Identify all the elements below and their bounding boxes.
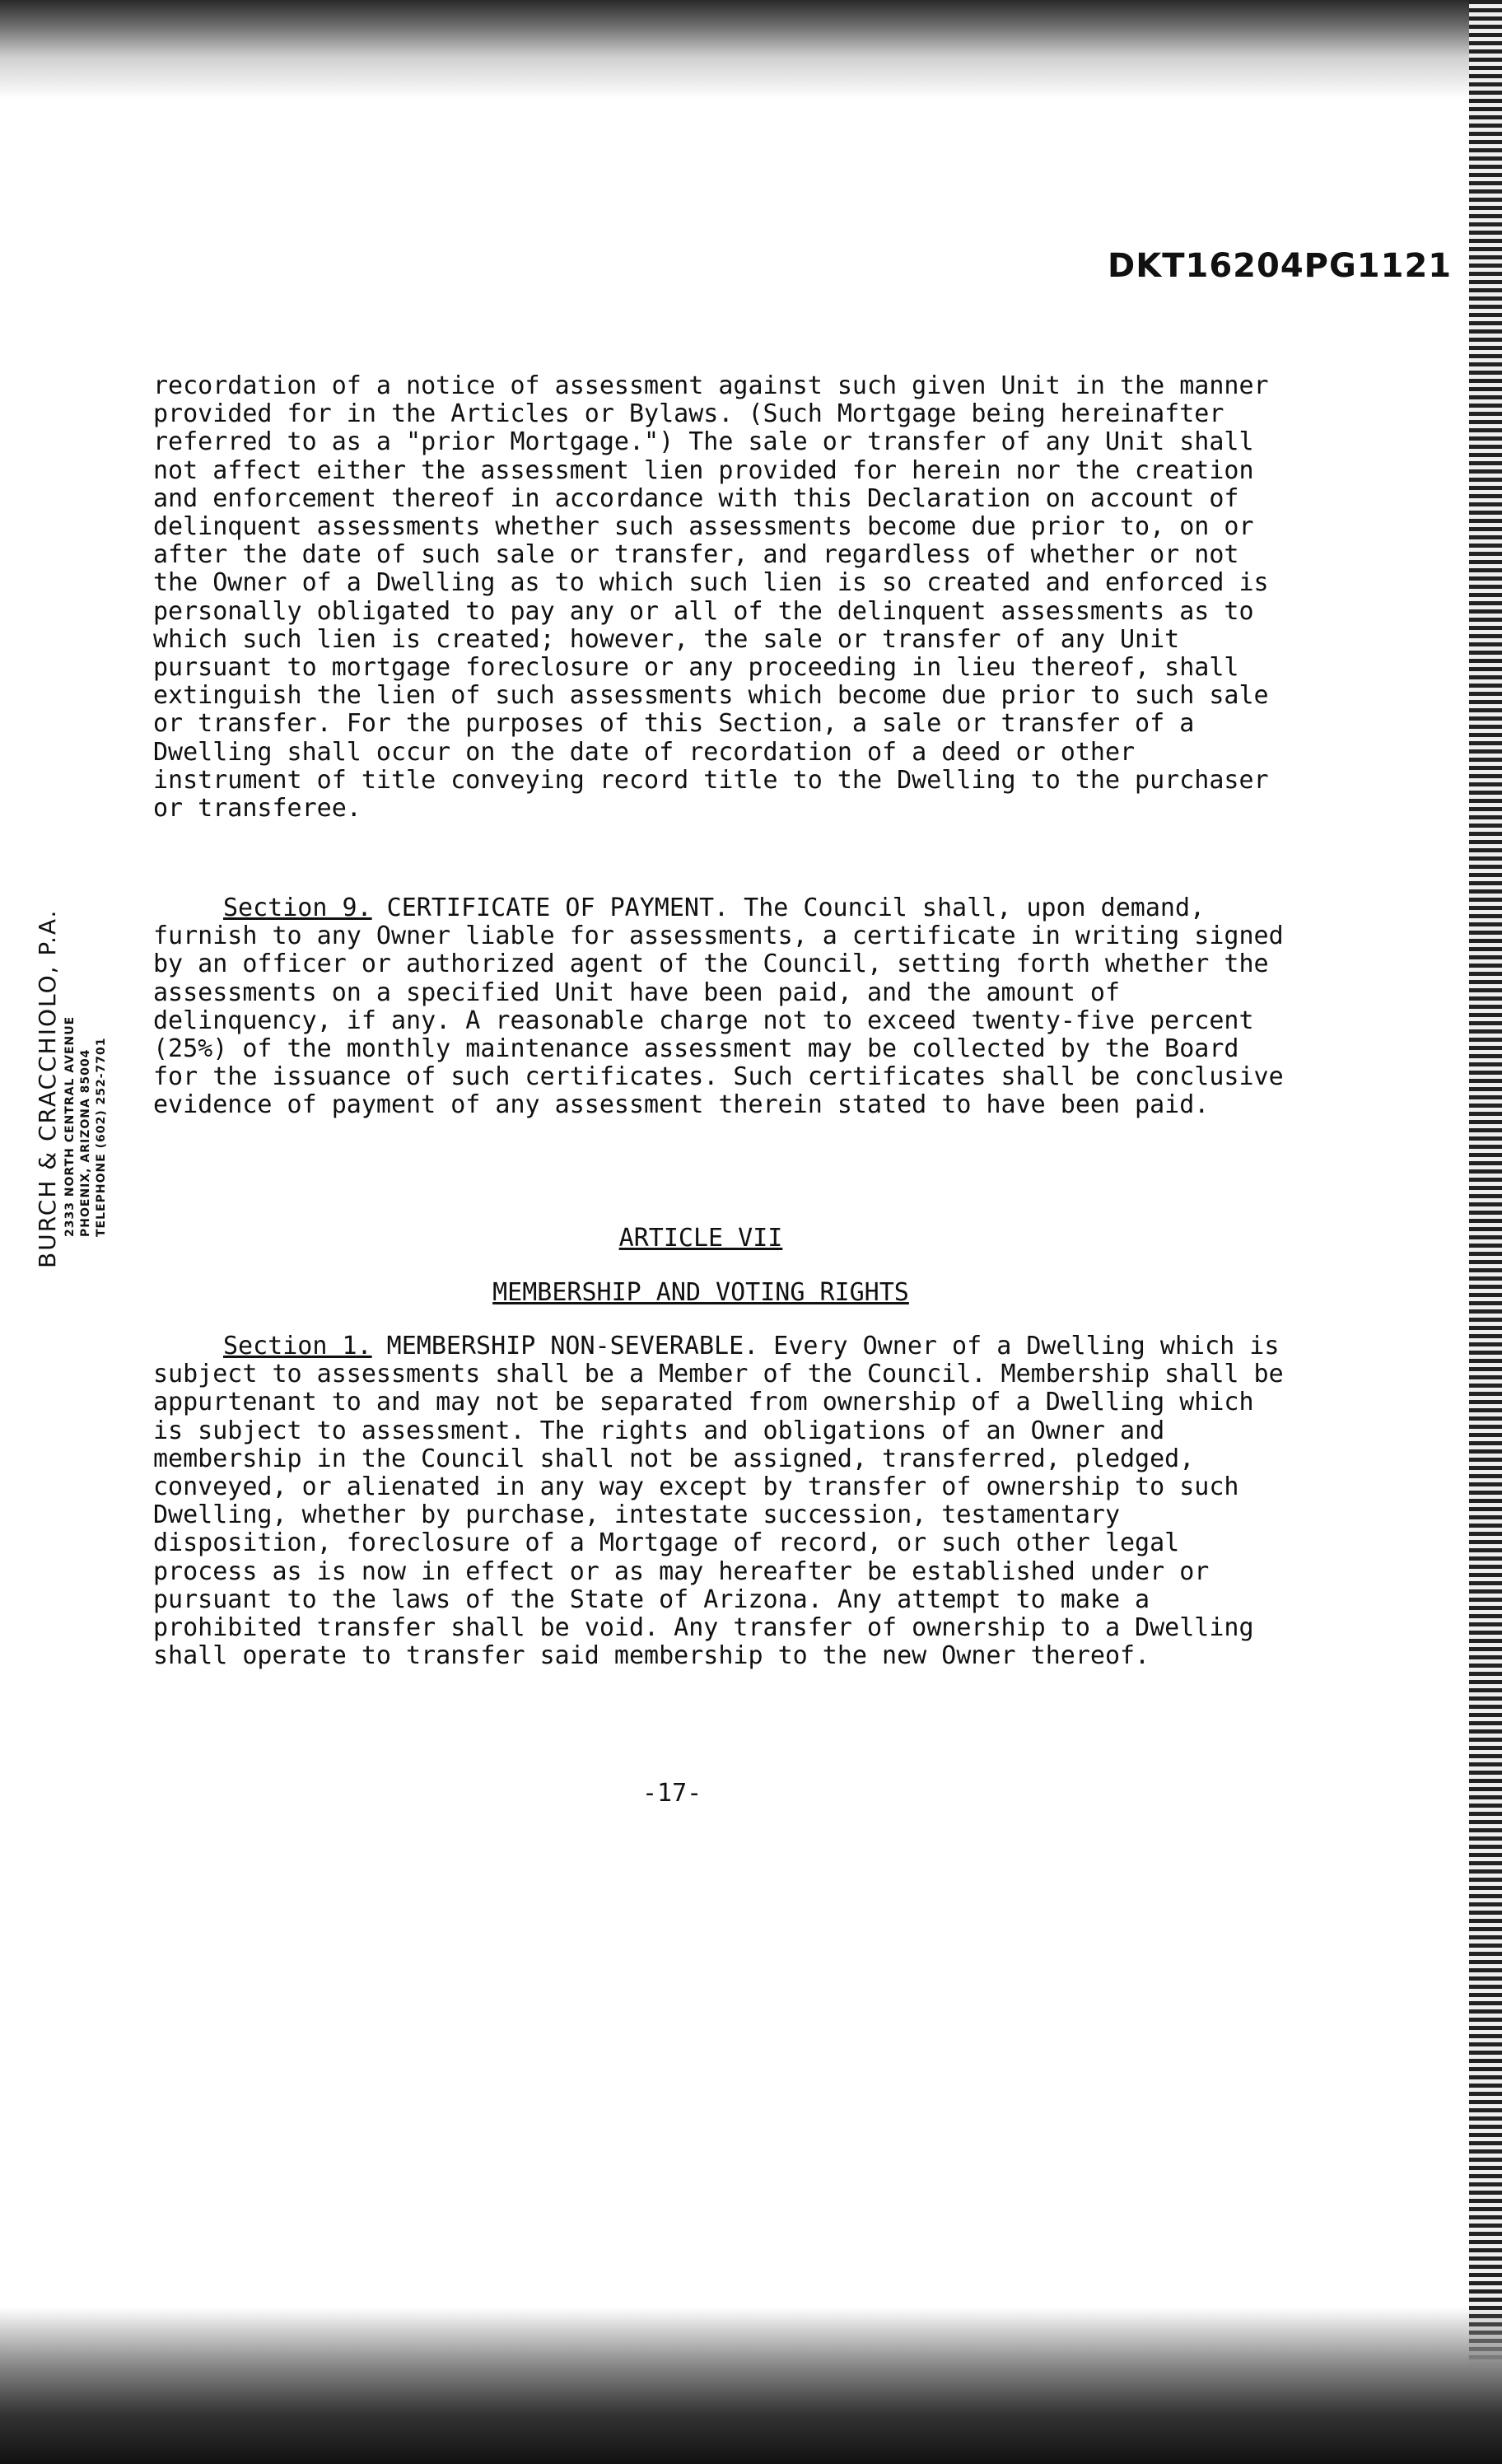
section-9-text: CERTIFICATE OF PAYMENT. The Council shall, upon demand, furnish to any Owner liable for assessments, a certificate in writing signed by an officer or authorized agent of the Council, setting forth whether the assessments on a specified Unit have been paid, and the amount of delinquency, if any. A reasonable charge not to exceed twenty-five percent (25%) of the monthly maintenance assessment may be collected by the Board for the issuance of such certificates. Such certificates shall be conclusive evidence of payment of any assessment therein stated to have been paid.	[153, 894, 1299, 1120]
firm-name: BURCH & CRACCHIOLO, P.A.	[34, 908, 61, 1268]
law-firm-margin-imprint	[33, 840, 110, 1268]
page-number: -17-	[642, 1779, 702, 1808]
section-9-paragraph	[153, 894, 1299, 1120]
article-subtitle: MEMBERSHIP AND VOTING RIGHTS	[492, 1278, 909, 1307]
section-9-label: Section 9.	[223, 894, 372, 922]
scan-edge-top	[0, 0, 1502, 99]
firm-telephone: TELEPHONE (602) 252-7701	[95, 1037, 108, 1237]
firm-address: 2333 NORTH CENTRAL AVENUE	[63, 1015, 77, 1237]
section-1-paragraph	[153, 1332, 1299, 1671]
continuation-paragraph: recordation of a notice of assessment against such given Unit in the manner provided for in the Articles or Bylaws. (Such Mortgage being hereinafter referred to as a "prior Mortgage.") The sale or transfer of any Unit shall not affect either the assessment lien provided for herein nor the creation and enforcement thereof in accordance with this Declaration on account of delinquent assessments whether such assessments become due prior to, on or after the date of such sale or transfer, and regardless of whether or not the Owner of a Dwelling as to which such lien is so created and enforced is personally obligated to pay any or all of the delinquent assessments as to which such lien is created; however, the sale or transfer of any Unit pursuant to mortgage foreclosure or any proceeding in lieu thereof, shall extinguish the lien of such assessments which become due prior to such sale or transfer. For the purposes of this Section, a sale or transfer of a Dwelling shall occur on the date of recordation of a deed or other instrument of title conveying record title to the Dwelling to the purchaser or transferee.	[153, 371, 1284, 824]
scan-edge-right	[1469, 0, 1502, 2464]
firm-city: PHOENIX, ARIZONA 85004	[79, 1048, 92, 1237]
section-1-label: Section 1.	[223, 1332, 372, 1360]
section-1-text: MEMBERSHIP NON-SEVERABLE. Every Owner of a Dwelling which is subject to assessments shall be a Member of the Council. Membership shall be appurtenant to and may not be separated from ownership of a Dwelling which is subject to assessment. The rights and obligations of an Owner and membership in the Council shall not be assigned, transferred, pledged, conveyed, or alienated in any way except by transfer of ownership to such Dwelling, whether by purchase, intestate succession, testamentary disposition, foreclosure of a Mortgage of record, or such other legal process as is now in effect or as may hereafter be established under or pursuant to the laws of the State of Arizona. Any attempt to make a prohibited transfer shall be void. Any transfer of ownership to a Dwelling shall operate to transfer said membership to the new Owner thereof.	[153, 1332, 1299, 1671]
docket-number: DKT16204PG1121	[1108, 247, 1453, 285]
article-title: ARTICLE VII	[618, 1224, 783, 1253]
scan-edge-bottom	[0, 2308, 1502, 2464]
